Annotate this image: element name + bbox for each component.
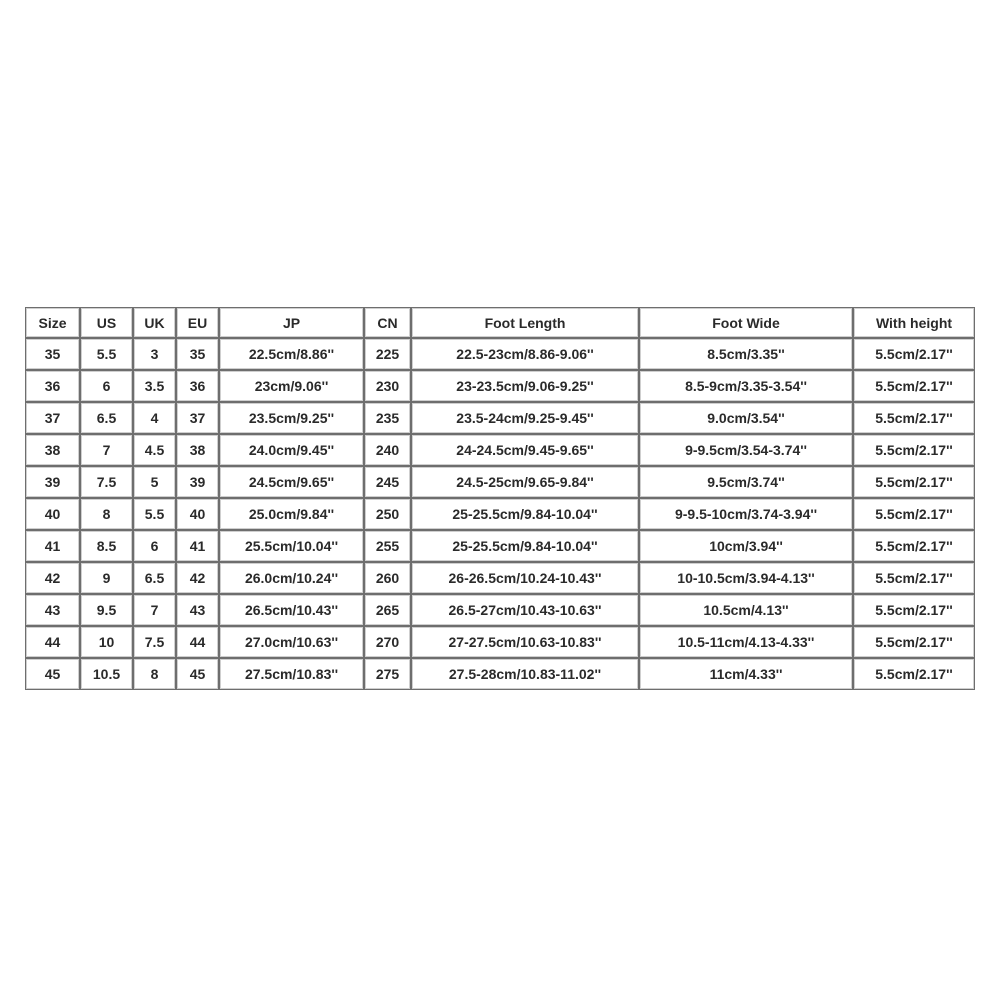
cell-with-height: 5.5cm/2.17''	[853, 402, 975, 434]
cell-uk: 3.5	[133, 370, 176, 402]
table-row	[25, 370, 975, 402]
cell-uk: 7	[133, 594, 176, 626]
cell-cn: 250	[364, 498, 411, 530]
cell-us: 7.5	[80, 466, 133, 498]
cell-uk: 6.5	[133, 562, 176, 594]
table-row	[25, 434, 975, 466]
cell-foot-wide: 9-9.5cm/3.54-3.74''	[639, 434, 853, 466]
column-header-foot-wide: Foot Wide	[639, 307, 853, 338]
cell-eu: 41	[176, 530, 219, 562]
cell-cn: 275	[364, 658, 411, 690]
table-body	[25, 338, 975, 690]
cell-jp: 25.5cm/10.04''	[219, 530, 364, 562]
cell-size: 37	[25, 402, 80, 434]
cell-us: 5.5	[80, 338, 133, 370]
cell-foot-wide: 10-10.5cm/3.94-4.13''	[639, 562, 853, 594]
cell-size: 40	[25, 498, 80, 530]
cell-foot-length: 24.5-25cm/9.65-9.84''	[411, 466, 639, 498]
cell-foot-wide: 8.5cm/3.35''	[639, 338, 853, 370]
column-header-foot-length: Foot Length	[411, 307, 639, 338]
cell-us: 10	[80, 626, 133, 658]
cell-with-height: 5.5cm/2.17''	[853, 658, 975, 690]
header-row	[25, 307, 975, 338]
cell-us: 7	[80, 434, 133, 466]
cell-eu: 39	[176, 466, 219, 498]
cell-jp: 27.0cm/10.63''	[219, 626, 364, 658]
cell-foot-wide: 10.5cm/4.13''	[639, 594, 853, 626]
cell-eu: 44	[176, 626, 219, 658]
cell-cn: 245	[364, 466, 411, 498]
cell-foot-wide: 9.0cm/3.54''	[639, 402, 853, 434]
cell-uk: 4.5	[133, 434, 176, 466]
cell-foot-length: 27-27.5cm/10.63-10.83''	[411, 626, 639, 658]
cell-jp: 26.5cm/10.43''	[219, 594, 364, 626]
table-row	[25, 338, 975, 370]
cell-size: 39	[25, 466, 80, 498]
cell-foot-length: 27.5-28cm/10.83-11.02''	[411, 658, 639, 690]
table-header	[25, 307, 975, 338]
cell-with-height: 5.5cm/2.17''	[853, 338, 975, 370]
cell-foot-length: 25-25.5cm/9.84-10.04''	[411, 530, 639, 562]
cell-size: 41	[25, 530, 80, 562]
cell-cn: 235	[364, 402, 411, 434]
cell-eu: 37	[176, 402, 219, 434]
cell-jp: 26.0cm/10.24''	[219, 562, 364, 594]
cell-size: 36	[25, 370, 80, 402]
cell-uk: 5.5	[133, 498, 176, 530]
size-chart-container	[25, 307, 975, 690]
cell-with-height: 5.5cm/2.17''	[853, 562, 975, 594]
cell-foot-wide: 10.5-11cm/4.13-4.33''	[639, 626, 853, 658]
cell-foot-wide: 9-9.5-10cm/3.74-3.94''	[639, 498, 853, 530]
table-row	[25, 402, 975, 434]
cell-with-height: 5.5cm/2.17''	[853, 530, 975, 562]
column-header-with-height: With height	[853, 307, 975, 338]
cell-us: 6.5	[80, 402, 133, 434]
cell-uk: 8	[133, 658, 176, 690]
cell-us: 10.5	[80, 658, 133, 690]
table-row	[25, 658, 975, 690]
cell-with-height: 5.5cm/2.17''	[853, 594, 975, 626]
cell-size: 44	[25, 626, 80, 658]
cell-foot-wide: 8.5-9cm/3.35-3.54''	[639, 370, 853, 402]
cell-jp: 25.0cm/9.84''	[219, 498, 364, 530]
cell-jp: 27.5cm/10.83''	[219, 658, 364, 690]
cell-uk: 4	[133, 402, 176, 434]
cell-uk: 5	[133, 466, 176, 498]
cell-uk: 7.5	[133, 626, 176, 658]
cell-foot-wide: 10cm/3.94''	[639, 530, 853, 562]
cell-size: 43	[25, 594, 80, 626]
cell-us: 9.5	[80, 594, 133, 626]
cell-with-height: 5.5cm/2.17''	[853, 626, 975, 658]
cell-eu: 38	[176, 434, 219, 466]
cell-cn: 270	[364, 626, 411, 658]
cell-with-height: 5.5cm/2.17''	[853, 466, 975, 498]
table-row	[25, 562, 975, 594]
cell-jp: 23cm/9.06''	[219, 370, 364, 402]
cell-eu: 35	[176, 338, 219, 370]
cell-jp: 24.0cm/9.45''	[219, 434, 364, 466]
cell-eu: 42	[176, 562, 219, 594]
cell-jp: 24.5cm/9.65''	[219, 466, 364, 498]
cell-jp: 23.5cm/9.25''	[219, 402, 364, 434]
column-header-eu: EU	[176, 307, 219, 338]
cell-us: 9	[80, 562, 133, 594]
cell-foot-length: 23.5-24cm/9.25-9.45''	[411, 402, 639, 434]
cell-jp: 22.5cm/8.86''	[219, 338, 364, 370]
cell-foot-length: 25-25.5cm/9.84-10.04''	[411, 498, 639, 530]
table-row	[25, 498, 975, 530]
table-row	[25, 530, 975, 562]
cell-eu: 40	[176, 498, 219, 530]
cell-size: 45	[25, 658, 80, 690]
table-row	[25, 466, 975, 498]
size-chart-table	[25, 307, 975, 690]
cell-us: 8.5	[80, 530, 133, 562]
table-row	[25, 594, 975, 626]
cell-foot-length: 24-24.5cm/9.45-9.65''	[411, 434, 639, 466]
column-header-size: Size	[25, 307, 80, 338]
cell-uk: 3	[133, 338, 176, 370]
cell-size: 35	[25, 338, 80, 370]
cell-foot-wide: 9.5cm/3.74''	[639, 466, 853, 498]
column-header-jp: JP	[219, 307, 364, 338]
table-row	[25, 626, 975, 658]
cell-eu: 45	[176, 658, 219, 690]
cell-uk: 6	[133, 530, 176, 562]
column-header-uk: UK	[133, 307, 176, 338]
cell-size: 42	[25, 562, 80, 594]
cell-with-height: 5.5cm/2.17''	[853, 434, 975, 466]
cell-with-height: 5.5cm/2.17''	[853, 498, 975, 530]
cell-cn: 265	[364, 594, 411, 626]
cell-eu: 43	[176, 594, 219, 626]
cell-foot-length: 22.5-23cm/8.86-9.06''	[411, 338, 639, 370]
cell-cn: 240	[364, 434, 411, 466]
cell-with-height: 5.5cm/2.17''	[853, 370, 975, 402]
cell-cn: 255	[364, 530, 411, 562]
column-header-us: US	[80, 307, 133, 338]
cell-cn: 260	[364, 562, 411, 594]
cell-size: 38	[25, 434, 80, 466]
cell-us: 6	[80, 370, 133, 402]
column-header-cn: CN	[364, 307, 411, 338]
cell-cn: 230	[364, 370, 411, 402]
cell-foot-length: 26-26.5cm/10.24-10.43''	[411, 562, 639, 594]
cell-eu: 36	[176, 370, 219, 402]
cell-foot-length: 23-23.5cm/9.06-9.25''	[411, 370, 639, 402]
cell-foot-length: 26.5-27cm/10.43-10.63''	[411, 594, 639, 626]
cell-cn: 225	[364, 338, 411, 370]
cell-us: 8	[80, 498, 133, 530]
cell-foot-wide: 11cm/4.33''	[639, 658, 853, 690]
